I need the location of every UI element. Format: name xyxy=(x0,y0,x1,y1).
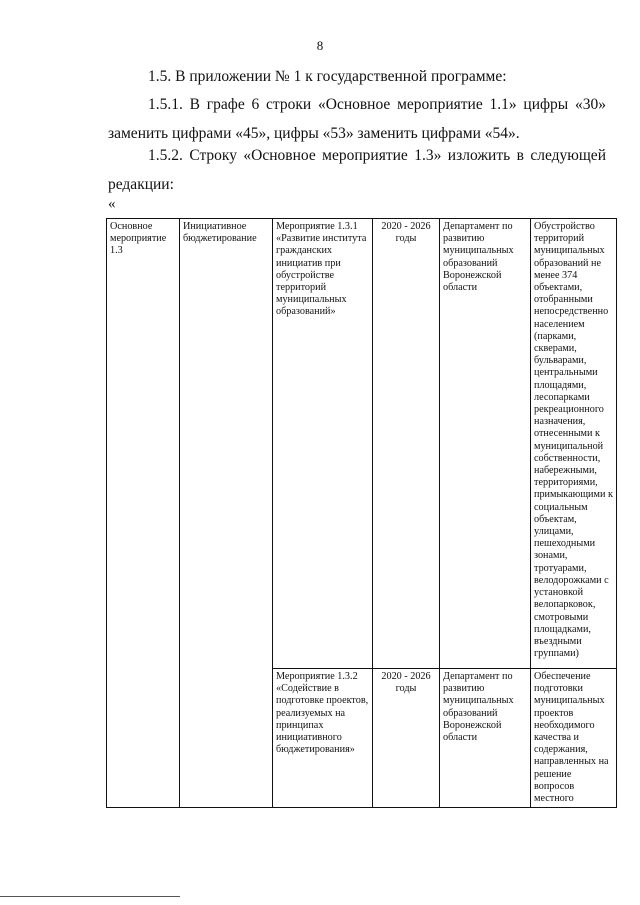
paragraph-1-5-2: 1.5.2. Строку «Основное мероприятие 1.3» изложить в следующей редакции: xyxy=(108,147,606,193)
result-cell: Обустройство территорий муниципальных образований не менее 374 объектами, отобранными непосредственно населением (парками, скверами, бульварами, центральными площадями, лесопарками рекреационного назначения, отнесенными к муниципальной собственности, набережными, территориями, примыкающими к социальным объектам, улицами, пешеходными зонами, тротуарами, велодорожками с установкой велопарковок, смотровыми площадками, въездными группами) xyxy=(531,219,617,669)
result-cell: Обеспечение подготовки муниципальных проектов необходимого качества и содержания, направленных на решение вопросов местного xyxy=(531,669,617,808)
event-cell: Мероприятие 1.3.2 «Содействие в подготовке проектов, реализуемых на принципах инициативного бюджетирования» xyxy=(273,669,373,808)
main-event-name-cell: Инициативное бюджетирование xyxy=(180,219,273,808)
executor-cell: Департамент по развитию муниципальных образований Воронежской области xyxy=(440,669,531,808)
program-table xyxy=(106,218,617,808)
opening-quote: « xyxy=(108,196,116,212)
paragraph-1-5: 1.5. В приложении № 1 к государственной программе: xyxy=(148,68,507,85)
table-row xyxy=(107,219,617,669)
period-cell: 2020 - 2026 годы xyxy=(373,219,440,669)
event-cell: Мероприятие 1.3.1 «Развитие института гражданских инициатив при обустройстве территорий муниципальных образований» xyxy=(273,219,373,669)
footnote-separator xyxy=(0,896,180,897)
period-cell: 2020 - 2026 годы xyxy=(373,669,440,808)
executor-cell: Департамент по развитию муниципальных образований Воронежской области xyxy=(440,219,531,669)
paragraph-1-5-1: 1.5.1. В графе 6 строки «Основное мероприятие 1.1» цифры «30» заменить цифрами «45», цифры «53» заменить цифрами «54». xyxy=(108,96,606,142)
page-number: 8 xyxy=(316,38,324,53)
main-event-cell: Основное мероприятие 1.3 xyxy=(107,219,180,808)
